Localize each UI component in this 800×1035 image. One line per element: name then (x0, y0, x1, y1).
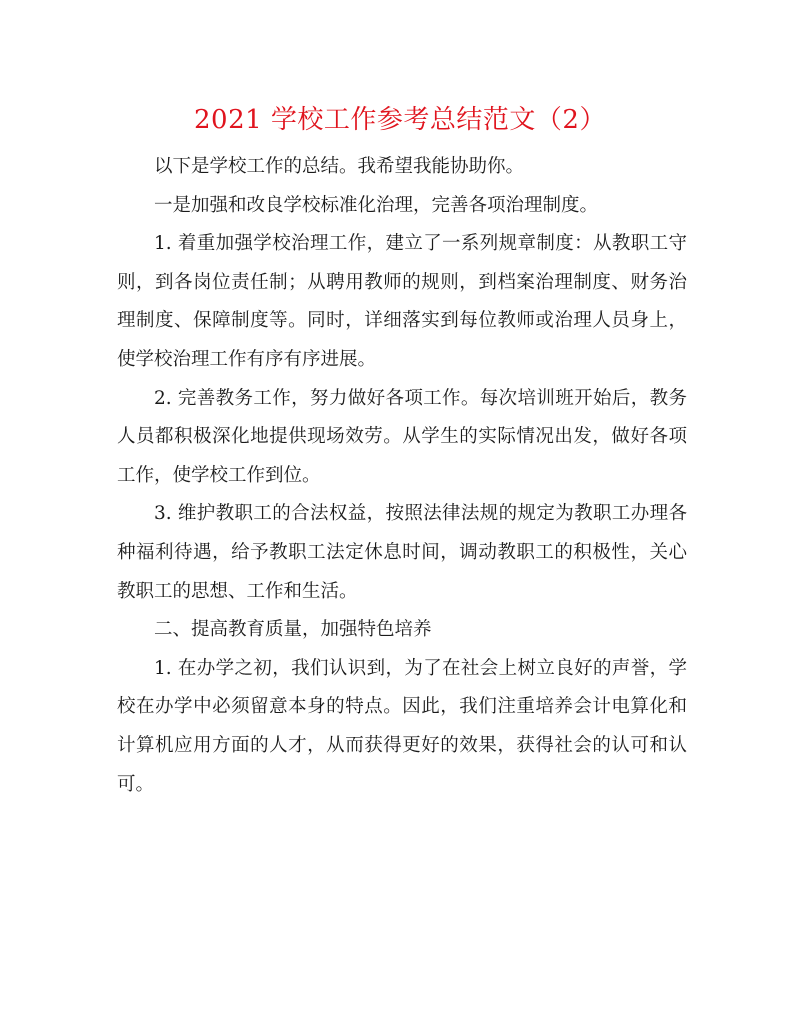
paragraph-item-3: 3. 维护教职工的合法权益，按照法律法规的规定为教职工办理各种福利待遇，给予教职工法定休息时间，调动教职工的积极性，关心教职工的思想、工作和生活。 (117, 503, 687, 602)
paragraph-section-two-item-1: 1. 在办学之初，我们认识到，为了在社会上树立良好的声誉，学校在办学中必须留意本身的特点。因此，我们注重培养会计电算化和计算机应用方面的人才，从而获得更好的效果，获得社会的认可和认可。 (117, 657, 687, 795)
paragraph-intro: 以下是学校工作的总结。我希望我能协助你。 (154, 156, 525, 177)
paragraph-section-two-heading: 二、提高教育质量，加强特色培养 (154, 619, 432, 641)
document-body (117, 148, 687, 804)
paragraph-section-one-heading: 一是加强和改良学校标准化治理，完善各项治理制度。 (154, 194, 599, 216)
paragraph-item-2: 2. 完善教务工作，努力做好各项工作。每次培训班开始后，教务人员都积极深化地提供现场效劳。从学生的实际情况出发，做好各项工作，使学校工作到位。 (117, 387, 687, 486)
document-title: 2021 学校工作参考总结范文（2） (194, 105, 606, 135)
paragraph-item-1: 1. 着重加强学校治理工作，建立了一系列规章制度：从教职工守则，到各岗位责任制；从聘用教师的规则，到档案治理制度、财务治理制度、保障制度等。同时，详细落实到每位教师或治理人员身上，使学校治理工作有序有序进展。 (117, 233, 687, 370)
